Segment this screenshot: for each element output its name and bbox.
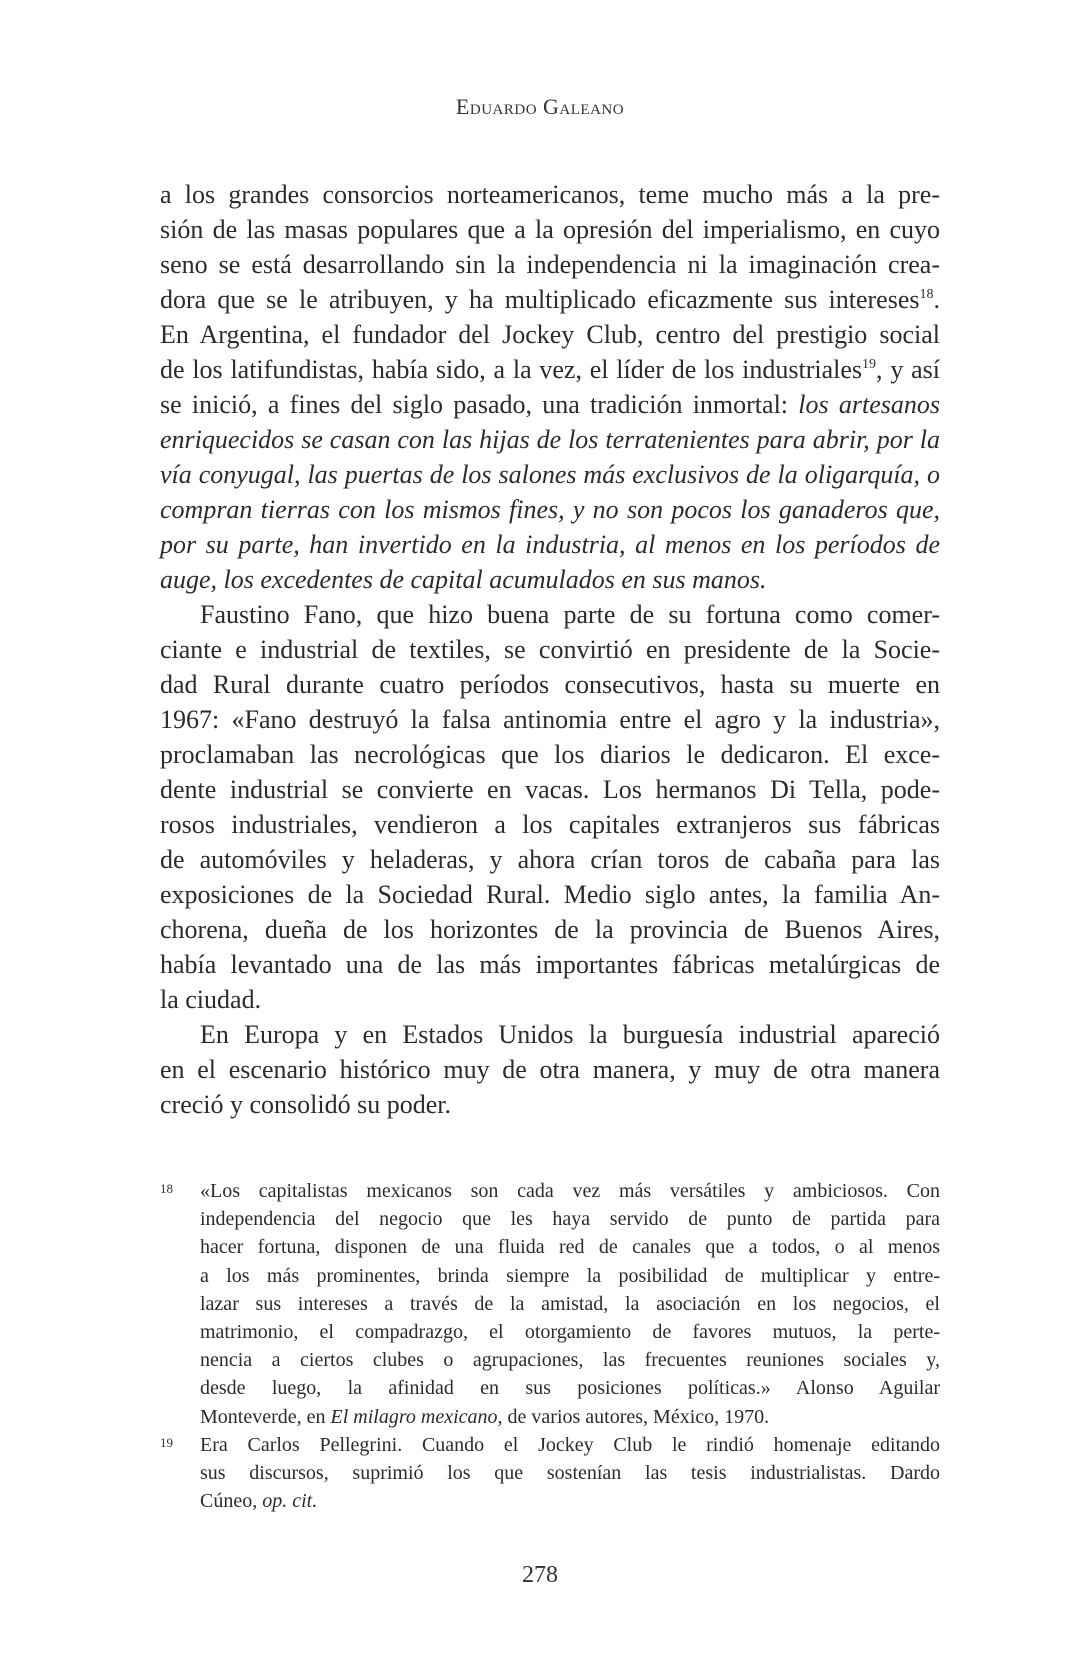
- running-header: Eduardo Galeano: [455, 94, 625, 119]
- footnote-line: a los más prominentes, brinda siempre la posibilidad de multiplicar y entre-: [200, 1264, 940, 1287]
- footnote-line: desde luego, la afinidad en sus posiciones políticas.» Alonso Aguilar: [200, 1377, 940, 1400]
- footnote-line: Era Carlos Pellegrini. Cuando el Jockey Club le rindió homenaje editando: [200, 1433, 940, 1456]
- body-line: ciante e industrial de textiles, se convirtió en presidente de la Socie-: [160, 635, 940, 664]
- body-line: Faustino Fano, que hizo buena parte de su fortuna como comer-: [200, 600, 940, 629]
- footnote-19: [160, 1431, 940, 1516]
- body-line: se inició, a fines del siglo pasado, una tradición inmortal: los artesanos: [160, 390, 940, 419]
- footnotes: [160, 1177, 940, 1515]
- body-line: a los grandes consorcios norteamericanos, teme mucho más a la pre-: [160, 180, 940, 209]
- body-line: había levantado una de las más importantes fábricas metalúrgicas de: [160, 950, 940, 979]
- citation-abbrev: op. cit.: [262, 1490, 318, 1513]
- italic-text: los artesanos: [798, 390, 940, 419]
- footnote-line: nencia a ciertos clubes o agrupaciones, las frecuentes reuniones sociales y,: [200, 1349, 940, 1372]
- footnote-line: independencia del negocio que les haya servido de punto de partida para: [200, 1208, 940, 1231]
- body-line: de automóviles y heladeras, y ahora crían toros de cabaña para las: [160, 845, 940, 874]
- body-line: En Argentina, el fundador del Jockey Club, centro del prestigio social: [160, 320, 940, 349]
- body-line: en el escenario histórico muy de otra manera, y muy de otra manera: [160, 1055, 940, 1084]
- footnote-ref-18[interactable]: 18: [919, 287, 934, 302]
- body-text: [160, 177, 940, 1122]
- footnote-18: [160, 1177, 940, 1431]
- body-line: 1967: «Fano destruyó la falsa antinomia entre el agro y la industria»,: [160, 705, 940, 734]
- body-line: auge, los excedentes de capital acumulados en sus manos.: [160, 565, 767, 594]
- footnote-number: 19: [160, 1434, 173, 1450]
- book-title: El milagro mexicano,: [330, 1405, 503, 1428]
- page-number: 278: [522, 1562, 558, 1588]
- footnote-ref-19[interactable]: 19: [862, 357, 877, 372]
- body-line: por su parte, han invertido en la industria, al menos en los períodos de: [160, 530, 940, 559]
- footnote-line: matrimonio, el compadrazgo, el otorgamiento de favores mutuos, la perte-: [200, 1320, 940, 1343]
- footnote-line: Monteverde, en El milagro mexicano, de varios autores, México, 1970.: [200, 1405, 770, 1428]
- footnote-line: «Los capitalistas mexicanos son cada vez más versátiles y ambiciosos. Con: [200, 1180, 940, 1202]
- body-line: compran tierras con los mismos fines, y no son pocos los ganaderos que,: [160, 495, 940, 524]
- body-line: enriquecidos se casan con las hijas de los terratenientes para abrir, por la: [160, 425, 940, 454]
- body-line: rosos industriales, vendieron a los capitales extranjeros sus fábricas: [160, 810, 940, 839]
- footnote-line: lazar sus intereses a través de la amistad, la asociación en los negocios, el: [200, 1292, 940, 1315]
- footnote-line: Cúneo, op. cit.: [200, 1490, 318, 1513]
- body-line: vía conyugal, las puertas de los salones más exclusivos de la oligarquía, o: [160, 460, 940, 489]
- body-line: En Europa y en Estados Unidos la burguesía industrial apareció: [200, 1020, 940, 1049]
- footnote-number: 18: [160, 1181, 173, 1196]
- body-line: dente industrial se convierte en vacas. Los hermanos Di Tella, pode-: [160, 775, 940, 804]
- body-line: creció y consolidó su poder.: [160, 1090, 451, 1119]
- body-line: de los latifundistas, había sido, a la vez, el líder de los industriales$^{19}$, y así: [160, 355, 940, 384]
- body-line: seno se está desarrollando sin la independencia ni la imaginación crea-: [160, 250, 940, 279]
- body-line: chorena, dueña de los horizontes de la provincia de Buenos Aires,: [160, 915, 940, 944]
- body-line: la ciudad.: [160, 985, 262, 1014]
- body-line: dad Rural durante cuatro períodos consecutivos, hasta su muerte en: [160, 670, 940, 699]
- body-line: proclamaban las necrológicas que los diarios le dedicaron. El exce-: [160, 740, 940, 769]
- body-line: dora que se le atribuyen, y ha multiplicado eficazmente sus intereses$^{18}$.: [160, 285, 940, 314]
- body-line: exposiciones de la Sociedad Rural. Medio siglo antes, la familia An-: [160, 880, 940, 909]
- footnote-line: hacer fortuna, disponen de una fluida red de canales que a todos, o al menos: [200, 1236, 940, 1259]
- footnote-line: sus discursos, suprimió los que sostenían las tesis industrialistas. Dardo: [200, 1461, 940, 1484]
- body-line: sión de las masas populares que a la opresión del imperialismo, en cuyo: [160, 215, 940, 244]
